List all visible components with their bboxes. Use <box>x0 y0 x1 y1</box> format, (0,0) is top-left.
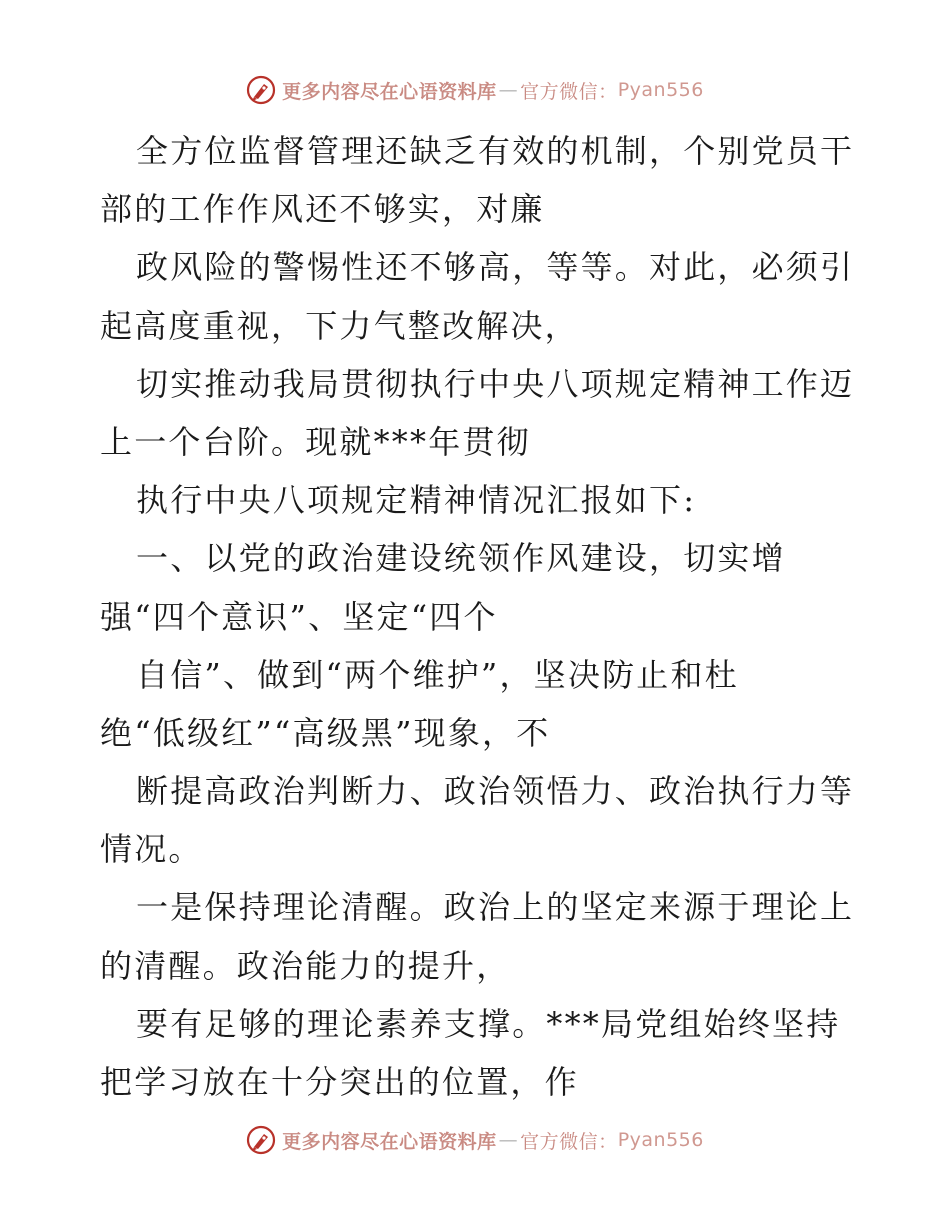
body-line: 绝“低级红”“高级黑”现象，不 <box>100 713 551 752</box>
watermark-footer <box>0 1120 950 1160</box>
body-line: 上一个台阶。现就***年贯彻 <box>100 422 531 461</box>
body-line: 情况。 <box>100 830 203 869</box>
watermark-separator: — <box>498 1129 519 1151</box>
body-line: 强“四个意识”、坚定“四个 <box>100 597 498 636</box>
pen-nib-logo-icon <box>246 1125 276 1155</box>
watermark-wechat-label: 官方微信： <box>520 1130 618 1153</box>
body-line: 断提高政治判断力、政治领悟力、政治执行力等 <box>136 772 855 811</box>
watermark-wechat-id: Pyan556 <box>617 79 704 101</box>
pen-nib-logo-icon <box>246 75 276 105</box>
body-line: 切实推动我局贯彻执行中央八项规定精神工作迈 <box>136 364 855 403</box>
watermark-wechat-id: Pyan556 <box>617 1129 704 1151</box>
body-line: 起高度重视，下力气整改解决， <box>100 306 579 345</box>
body-line: 自信”、做到“两个维护”，坚决防止和杜 <box>136 655 739 694</box>
document-body <box>100 122 860 1111</box>
watermark-separator: — <box>498 79 519 101</box>
body-line: 全方位监督管理还缺乏有效的机制，个别党员干 <box>136 132 855 170</box>
watermark-text: 更多内容尽在心语资料库 <box>282 80 497 103</box>
body-line: 执行中央八项规定精神情况汇报如下: <box>136 481 697 520</box>
body-line: 的清醒。政治能力的提升， <box>100 946 511 985</box>
body-line: 把学习放在十分突出的位置，作 <box>100 1063 579 1101</box>
watermark-header <box>0 70 950 110</box>
body-line: 政风险的警惕性还不够高，等等。对此，必须引 <box>136 248 855 287</box>
watermark-wechat-label: 官方微信： <box>520 80 618 103</box>
body-line: 一、以党的政治建设统领作风建设，切实增 <box>136 539 786 578</box>
body-line: 部的工作作风还不够实，对廉 <box>100 190 545 229</box>
watermark-text: 更多内容尽在心语资料库 <box>282 1130 497 1153</box>
body-line: 要有足够的理论素养支撑。***局党组始终坚持 <box>136 1004 841 1043</box>
body-line: 一是保持理论清醒。政治上的坚定来源于理论上 <box>136 888 855 927</box>
